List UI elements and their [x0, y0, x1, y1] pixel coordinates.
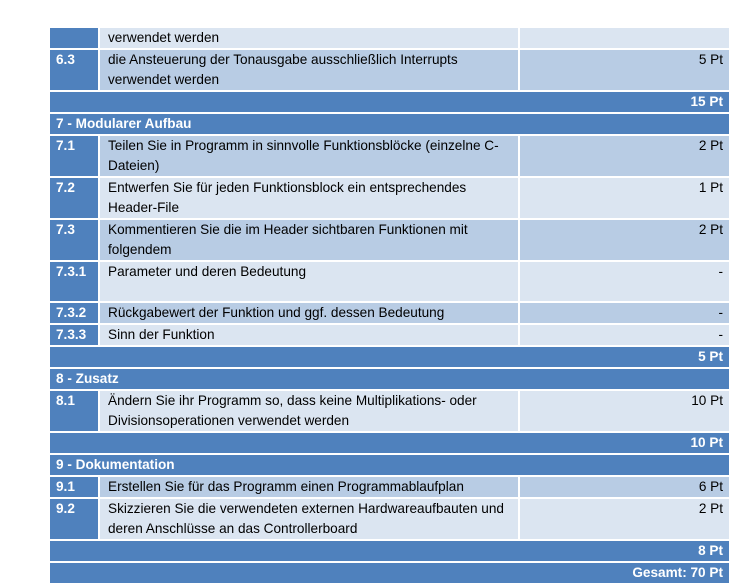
section-heading: 8 - Zusatz	[50, 369, 729, 391]
item-number: 7.3.2	[50, 303, 98, 325]
item-description: verwendet werden	[98, 28, 518, 50]
item-points: 5 Pt	[518, 50, 729, 92]
item-description: Parameter und deren Bedeutung	[98, 262, 518, 303]
section-subtotal: 15 Pt	[50, 92, 729, 114]
section-subtotal: 8 Pt	[50, 541, 729, 563]
item-number: 7.3.1	[50, 262, 98, 303]
table-row	[50, 325, 729, 347]
item-points: -	[518, 303, 729, 325]
item-points: 10 Pt	[518, 391, 729, 433]
table-row	[50, 178, 729, 220]
item-points: 2 Pt	[518, 220, 729, 262]
table-row	[50, 391, 729, 433]
grading-table-body	[50, 28, 729, 585]
section-heading-row	[50, 369, 729, 391]
item-number: 6.3	[50, 50, 98, 92]
item-number: 9.2	[50, 499, 98, 541]
item-description: Skizzieren Sie die verwendeten externen Hardwareaufbauten und deren Anschlüsse an das Controllerboard	[98, 499, 518, 541]
section-heading-row	[50, 455, 729, 477]
table-row	[50, 262, 729, 303]
table-row	[50, 220, 729, 262]
item-description: Sinn der Funktion	[98, 325, 518, 347]
item-number: 9.1	[50, 477, 98, 499]
section-subtotal-row	[50, 347, 729, 369]
table-row	[50, 477, 729, 499]
item-description: Erstellen Sie für das Programm einen Programmablaufplan	[98, 477, 518, 499]
item-description: Kommentieren Sie die im Header sichtbaren Funktionen mit folgendem	[98, 220, 518, 262]
item-description: Teilen Sie in Programm in sinnvolle Funktionsblöcke (einzelne C-Dateien)	[98, 136, 518, 178]
table-row	[50, 303, 729, 325]
table-row	[50, 28, 729, 50]
item-points: 2 Pt	[518, 136, 729, 178]
item-number: 7.1	[50, 136, 98, 178]
section-heading-row	[50, 114, 729, 136]
table-row	[50, 499, 729, 541]
section-heading: 9 - Dokumentation	[50, 455, 729, 477]
item-description: Entwerfen Sie für jeden Funktionsblock ein entsprechendes Header-File	[98, 178, 518, 220]
item-number: 7.3.3	[50, 325, 98, 347]
item-points: 2 Pt	[518, 499, 729, 541]
table-row	[50, 50, 729, 92]
item-points: 6 Pt	[518, 477, 729, 499]
item-points: -	[518, 262, 729, 303]
section-subtotal: 5 Pt	[50, 347, 729, 369]
item-points: -	[518, 325, 729, 347]
item-number: 7.3	[50, 220, 98, 262]
item-description: die Ansteuerung der Tonausgabe ausschließlich Interrupts verwendet werden	[98, 50, 518, 92]
item-points	[518, 28, 729, 50]
grand-total: Gesamt: 70 Pt	[50, 563, 729, 585]
section-subtotal-row	[50, 92, 729, 114]
section-subtotal: 10 Pt	[50, 433, 729, 455]
item-description: Rückgabewert der Funktion und ggf. dessen Bedeutung	[98, 303, 518, 325]
item-number: 7.2	[50, 178, 98, 220]
grand-total-row	[50, 563, 729, 585]
item-description: Ändern Sie ihr Programm so, dass keine Multiplikations- oder Divisionsoperationen verwendet werden	[98, 391, 518, 433]
item-points: 1 Pt	[518, 178, 729, 220]
grading-table	[50, 28, 729, 585]
section-heading: 7 - Modularer Aufbau	[50, 114, 729, 136]
item-number	[50, 28, 98, 50]
item-number: 8.1	[50, 391, 98, 433]
section-subtotal-row	[50, 541, 729, 563]
section-subtotal-row	[50, 433, 729, 455]
table-row	[50, 136, 729, 178]
